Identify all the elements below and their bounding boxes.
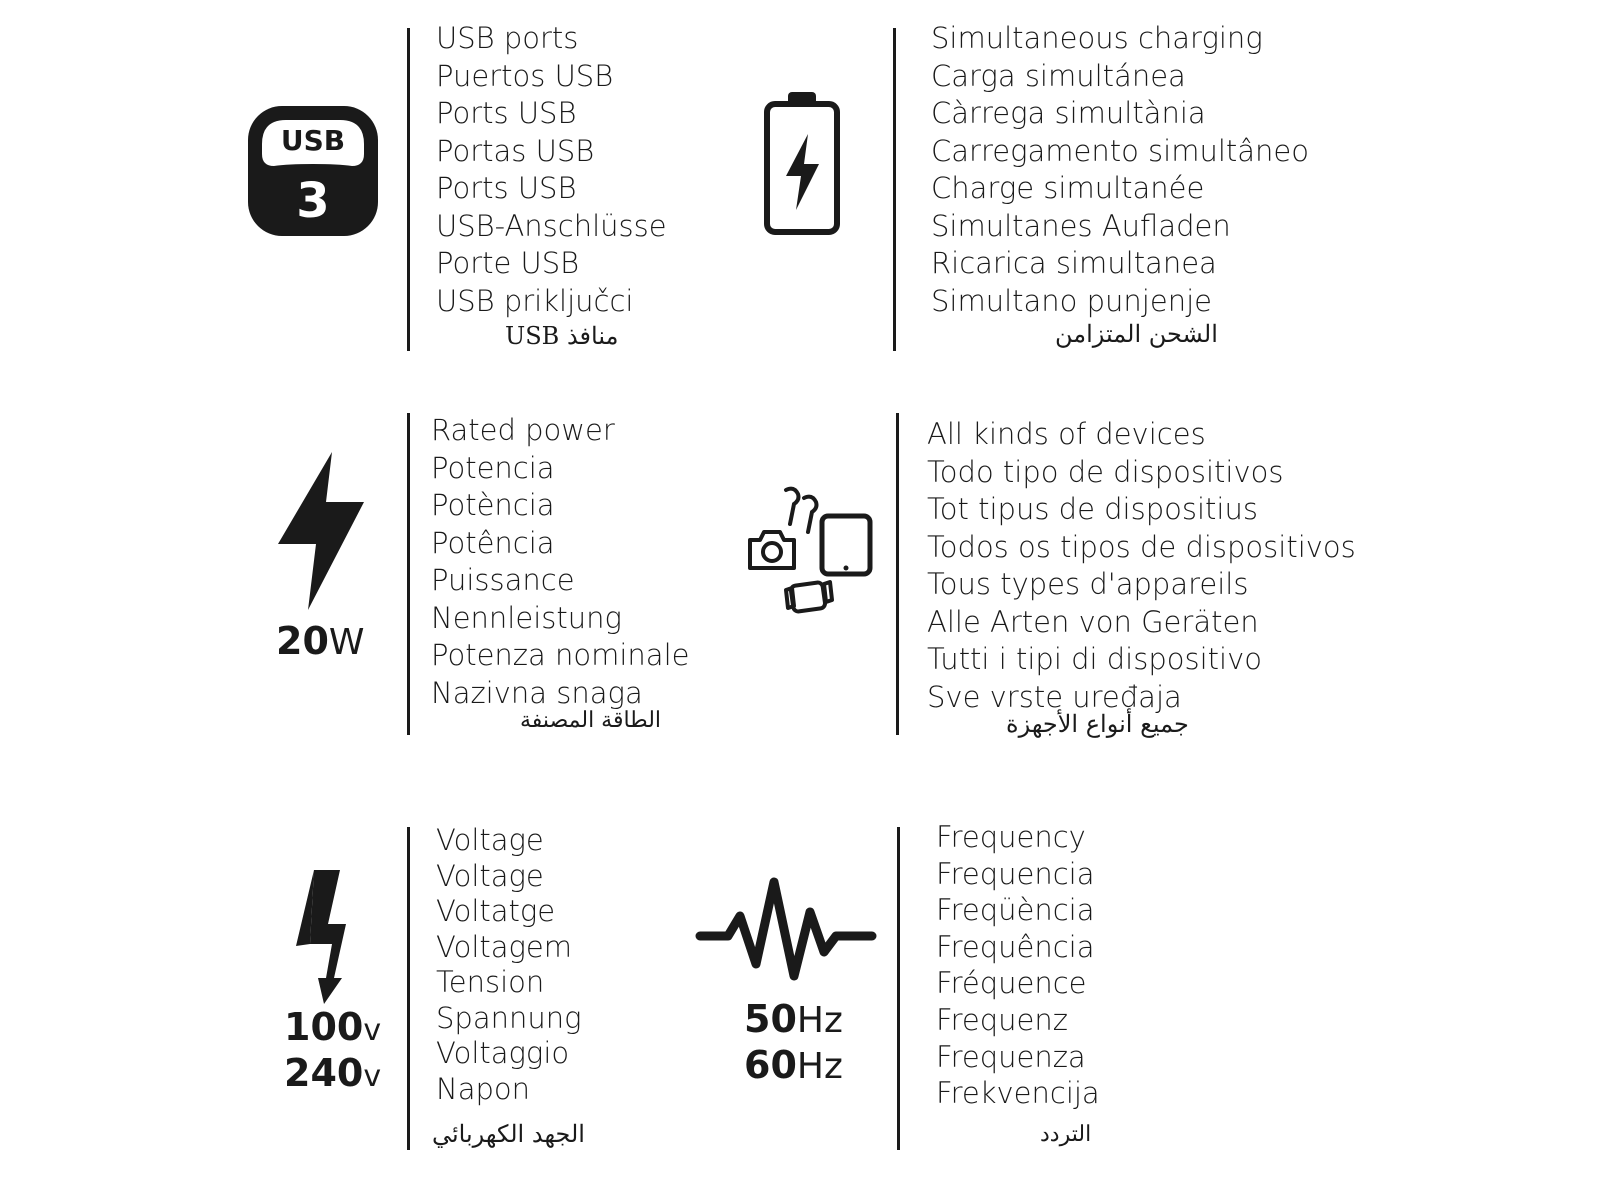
frequency-label-ar: التردد [1040,1122,1092,1147]
voltage-spec-1 [284,1005,382,1049]
divider-power [407,413,410,735]
voltage-label-ca: Voltatge [436,894,556,928]
charging-label-it: Ricarica simultanea [931,246,1217,280]
usb-label-de: USB-Anschlüsse [436,208,667,243]
voltage-bolt-icon [294,870,350,1004]
frequency-label-de: Frequenz [936,1002,1068,1037]
power-label-fr: Puissance [431,563,575,597]
voltage-label-it: Voltaggio [436,1036,570,1070]
voltage-unit-2: v [363,1059,382,1094]
frequency-unit-2: Hz [796,1046,843,1087]
frequency-label-pt: Frequência [936,929,1095,964]
smartwatch-icon [786,582,832,612]
voltage-label-hr: Napon [436,1071,530,1106]
tablet-icon [822,516,870,574]
frequency-value-1: 50 [744,997,797,1041]
usb-label-hr: USB priključci [436,283,634,318]
lightning-bolt-icon [276,452,366,610]
voltage-spec-2 [284,1051,382,1095]
voltage-label-en: Voltage [436,823,544,857]
frequency-spec-2 [744,1043,843,1087]
power-label-es: Potencia [431,450,555,485]
devices-label-it: Tutti i tipi di dispositivo [927,642,1263,676]
waveform-icon [698,878,874,980]
battery-charging-icon [764,92,840,236]
devices-label-es: Todo tipo de dispositivos [927,454,1284,489]
divider-charging [893,28,896,351]
voltage-label-es: Voltage [436,858,544,893]
frequency-unit-1: Hz [796,1000,843,1041]
power-label-ar: الطاقة المصنفة [520,708,662,733]
power-label-de: Nennleistung [431,600,622,635]
charging-label-fr: Charge simultanée [931,171,1205,205]
divider-devices [896,413,899,735]
devices-label-ca: Tot tipus de dispositius [927,492,1258,526]
frequency-label-list [936,819,1100,1112]
usb-badge-label: USB [280,124,346,157]
charging-label-ar: الشحن المتزامن [1055,320,1218,348]
power-label-ca: Potència [431,488,555,522]
power-label-list [431,412,689,712]
voltage-label-fr: Tension [436,965,545,999]
divider-frequency [897,827,900,1150]
power-spec [276,619,365,663]
frequency-label-ca: Freqüència [936,893,1095,928]
devices-label-list [927,416,1356,716]
frequency-spec-1 [744,997,843,1041]
devices-label-ar: جميع أنواع الأجهزة [1006,710,1189,738]
devices-icon [746,484,874,616]
power-label-hr: Nazivna snaga [431,675,643,710]
voltage-label-list [436,823,582,1107]
charging-label-hr: Simultano punjenje [931,283,1212,318]
devices-label-hr: Sve vrste uređaja [927,679,1182,714]
usb-label-it: Porte USB [436,246,580,280]
power-label-en: Rated power [431,413,615,447]
charging-label-en: Simultaneous charging [931,21,1263,55]
voltage-value-2: 240 [284,1051,364,1095]
voltage-label-de: Spannung [436,1000,582,1035]
frequency-label-fr: Fréquence [936,966,1087,1001]
charging-label-ca: Càrrega simultània [931,96,1206,130]
usb-label-ca: Ports USB [436,96,577,130]
usb-label-fr: Ports USB [436,171,577,205]
frequency-label-hr: Frekvencija [936,1076,1100,1111]
devices-label-pt: Todos os tipos de dispositivos [927,529,1356,564]
charging-label-list [931,20,1309,320]
usb-label-en: USB ports [436,21,579,55]
camera-icon [750,532,794,568]
usb-label-ar: منافذ USB [505,322,619,350]
voltage-value-1: 100 [284,1005,364,1049]
usb-badge-number: 3 [296,173,330,229]
devices-label-en: All kinds of devices [927,417,1206,451]
divider-voltage [407,827,410,1150]
frequency-label-it: Frequenza [936,1039,1086,1074]
usb-label-es: Puertos USB [436,58,614,93]
voltage-unit-1: v [363,1013,382,1048]
voltage-label-pt: Voltagem [436,929,573,964]
devices-label-de: Alle Arten von Geräten [927,604,1259,639]
charging-label-pt: Carregamento simultâneo [931,133,1310,168]
usb-label-pt: Portas USB [436,133,595,168]
usb-label-list [436,20,667,320]
power-value: 20 [276,619,329,663]
frequency-label-en: Frequency [936,820,1086,854]
frequency-label-es: Frequencia [936,856,1095,891]
earbuds-icon [786,489,817,532]
frequency-value-2: 60 [744,1043,797,1087]
power-unit: W [328,622,365,663]
voltage-label-ar: الجهد الكهربائي [432,1120,585,1148]
divider-usb [407,28,410,351]
power-label-pt: Potência [431,525,555,560]
devices-label-fr: Tous types d'appareils [927,567,1249,601]
charging-label-de: Simultanes Aufladen [931,208,1231,243]
power-label-it: Potenza nominale [431,638,690,672]
charging-label-es: Carga simultánea [931,58,1186,93]
